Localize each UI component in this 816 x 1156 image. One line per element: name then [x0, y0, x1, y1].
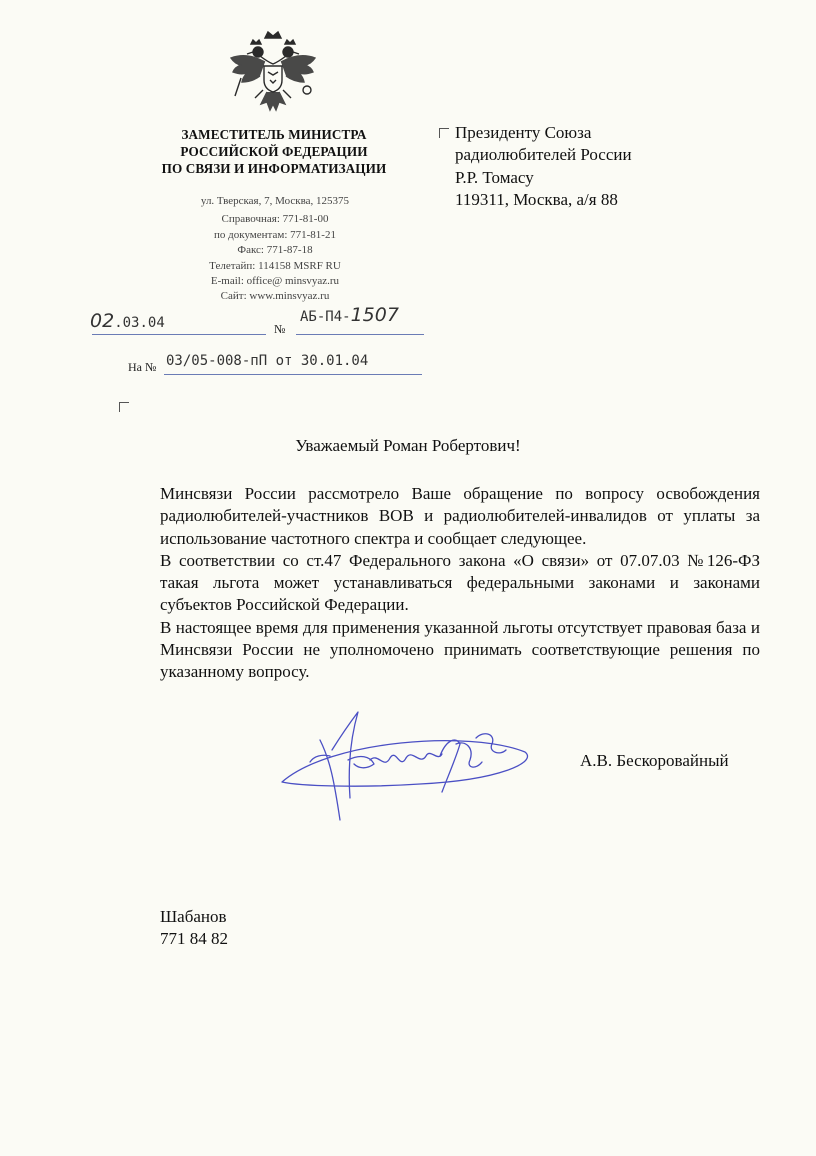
body-paragraph-1: Минсвязи России рассмотрело Ваше обращение по вопросу освобождения радиолюбителей-участников ВОВ и радиолюбителей-инвалидов от уплаты за использование частотного спектра и сообщает следующее.: [160, 484, 760, 548]
reference-underline: [164, 374, 422, 375]
addressee-line-1: Президенту Союза: [455, 123, 592, 142]
website: Сайт: www.minsvyaz.ru: [220, 290, 330, 303]
reference-value: 03/05-008-пП от 30.01.04: [166, 353, 369, 369]
body-paragraph-3: В настоящее время для применения указанной льготы отсутствует правовая база и Минсвязи России не уполномочено принимать соответствующие решения по указанному вопросу.: [160, 617, 760, 682]
date-typed: .03.04: [114, 315, 165, 331]
addressee-corner-mark: [439, 128, 449, 138]
org-line-2: РОССИЙСКОЙ ФЕДЕРАЦИИ: [180, 144, 368, 159]
org-line-1: ЗАМЕСТИТЕЛЬ МИНИСТРА: [181, 127, 367, 142]
addressee-line-4: 119311, Москва, а/я 88: [455, 190, 618, 210]
executor-block: [160, 906, 228, 951]
ministry-name-block: [140, 126, 408, 177]
executor-phone: 771 84 82: [160, 929, 228, 949]
body-paragraph-2: В соответствии со ст.47 Федерального закона «О связи» от 07.07.03 №126-ФЗ такая льгота может устанавливаться федеральными законами и законами субъектов Российской Федерации.: [160, 550, 760, 615]
info-phone: Справочная: 771-81-00: [221, 213, 329, 226]
docs-phone: по документам: 771-81-21: [214, 228, 336, 241]
fax-number: Факс: 771-87-18: [237, 244, 313, 257]
date-handwritten: 02: [90, 310, 115, 332]
date-underline: [92, 334, 266, 335]
number-underline: [296, 334, 424, 335]
ministry-address: ул. Тверская, 7, Москва, 125375: [200, 195, 350, 207]
salutation: Уважаемый Роман Робертович!: [295, 436, 521, 455]
outgoing-date: [90, 310, 165, 332]
org-line-3: ПО СВЯЗИ И ИНФОРМАТИЗАЦИИ: [161, 161, 387, 176]
addressee-line-3: Р.Р. Томасу: [455, 167, 534, 187]
subject-corner-mark: [119, 402, 129, 412]
addressee-line-2: радиолюбителей России: [455, 145, 632, 165]
handwritten-signature: [270, 700, 540, 830]
number-handwritten: 1507: [350, 304, 399, 326]
coat-of-arms-emblem-icon: [225, 28, 321, 116]
email-address: E-mail: office@ minsvyaz.ru: [210, 275, 340, 288]
addressee-block: [455, 122, 632, 212]
teletype-number: Телетайп: 114158 MSRF RU: [209, 259, 341, 272]
signer-name: А.В. Бескоровайный: [580, 751, 729, 770]
outgoing-number: [300, 304, 399, 326]
letter-body: [160, 483, 760, 684]
number-typed: АБ-П4-: [300, 309, 351, 325]
reference-label: На №: [128, 360, 157, 374]
number-label: №: [274, 322, 286, 336]
ministry-contacts: [150, 194, 400, 305]
executor-name: Шабанов: [160, 907, 227, 926]
